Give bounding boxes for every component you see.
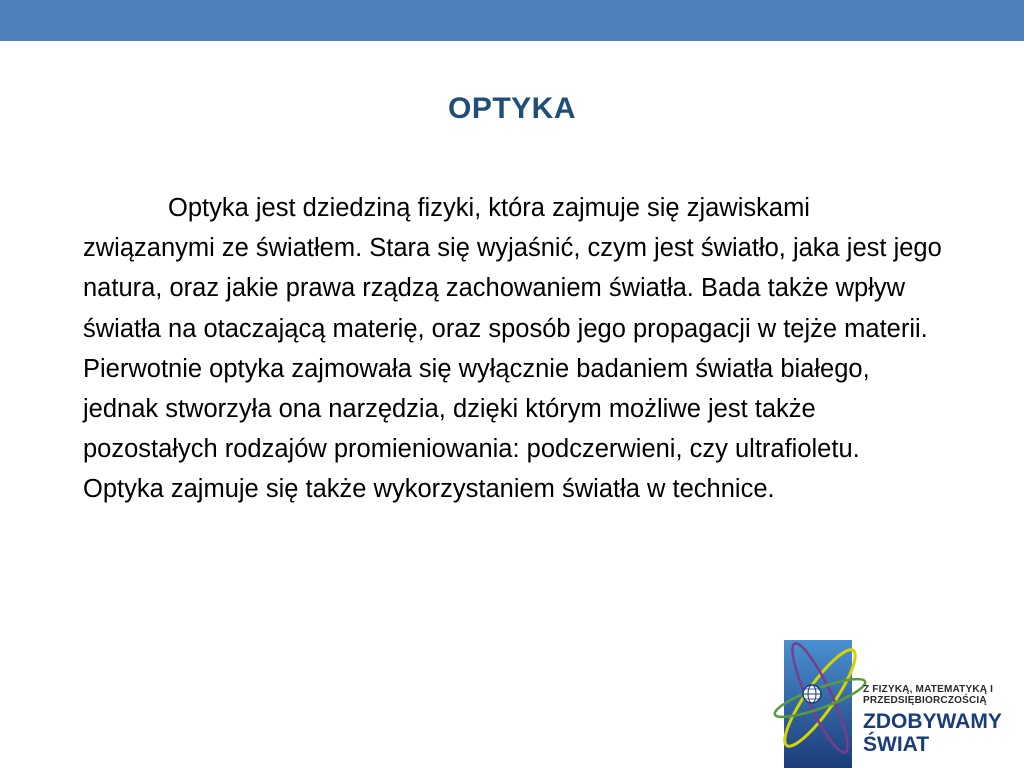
logo-title-line2: ŚWIAT (863, 733, 930, 756)
project-logo (770, 622, 1024, 768)
slide-title: OPTYKA (447, 92, 576, 125)
header-bar (0, 0, 1024, 41)
logo-title-line1: ZDOBYWAMY (863, 710, 1002, 733)
logo-subtitle: Z FIZYKĄ, MATEMATYKĄ I PRZEDSIĘBIORCZOŚCIĄ (863, 684, 994, 706)
slide-body-text: Optyka jest dziedziną fizyki, która zajmuje się zjawiskami związanymi ze światłem. Stara się wyjaśnić, czym jest światło, jaka jest jego natura, oraz jakie prawa rządzą zachowaniem światła. Bada także wpływ światła na otaczającą materię, oraz sposób jego propagacji w tejże materii. Pierwotnie optyka zajmowała się wyłącznie badaniem światła białego, jednak stworzyła ona narzędzia, dzięki którym możliwe jest także pozostałych rodzajów promieniowania: podczerwieni, czy ultrafioletu. Optyka zajmuje się także wykorzystaniem światła w technice. (83, 194, 942, 504)
